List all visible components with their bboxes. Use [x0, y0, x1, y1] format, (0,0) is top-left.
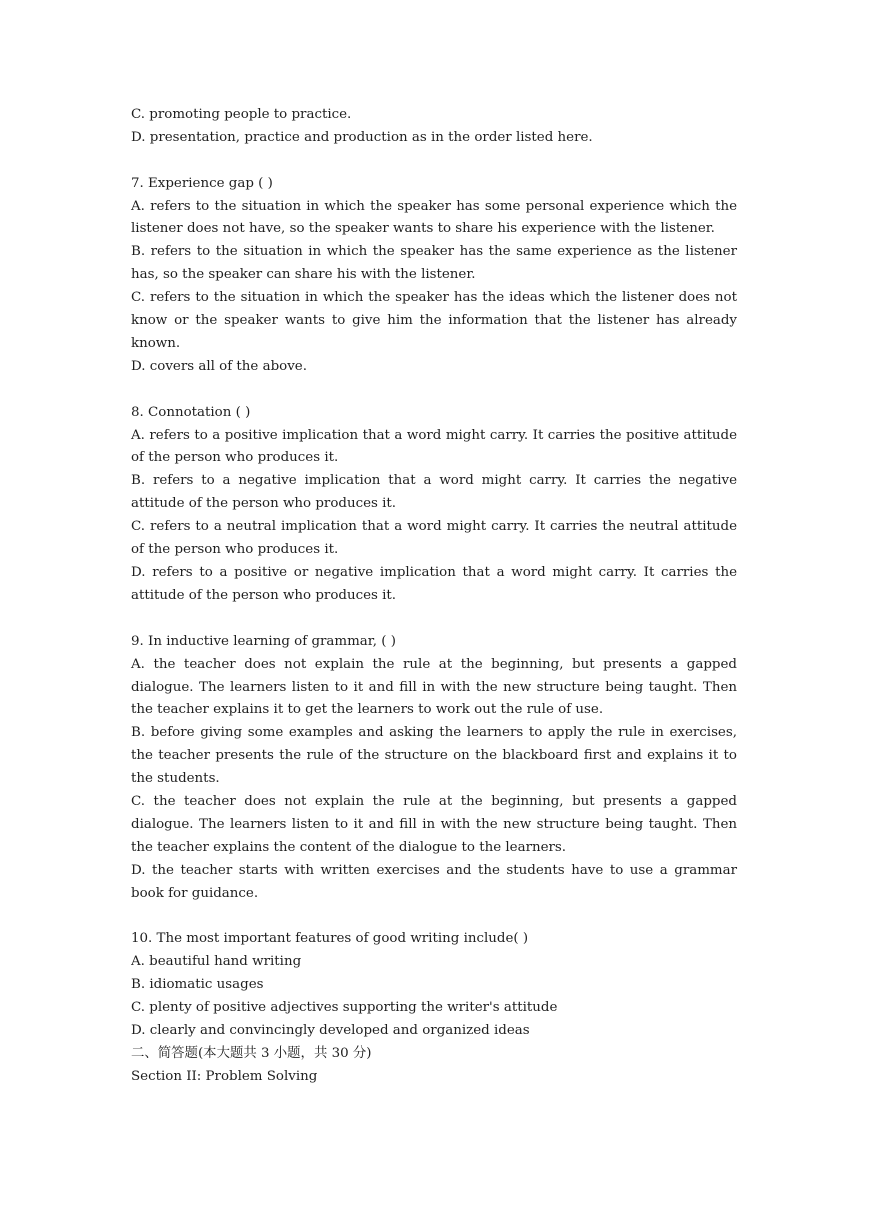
q10-stem: 10. The most important features of good writing include( ) [131, 931, 529, 947]
q10-option-b: B. idiomatic usages [131, 977, 264, 993]
q7-option-b: B. refers to the situation in which the speaker has the same experience as the listener has, so the speaker can share his with the listener. [131, 244, 737, 283]
q7-option-c: C. refers to the situation in which the speaker has the ideas which the listener does not know or the speaker wants to give him the information that the listener has already known. [131, 290, 737, 351]
q9-option-d: D. the teacher starts with written exercises and the students have to use a grammar book for guidance. [131, 862, 737, 901]
spacer [131, 150, 737, 173]
spacer [131, 608, 737, 631]
q10-option-c: C. plenty of positive adjectives supporting the writer's attitude [131, 1000, 558, 1016]
q10-option-a: A. beautiful hand writing [131, 954, 302, 970]
q7-stem: 7. Experience gap ( ) [131, 175, 273, 191]
q6-option-d: D. presentation, practice and production as in the order listed here. [131, 129, 593, 145]
q8-option-d: D. refers to a positive or negative implication that a word might carry. It carries the attitude of the person who produces it. [131, 565, 737, 603]
q8-option-a: A. refers to a positive implication that a word might carry. It carries the positive attitude of the person who produces it. [131, 427, 737, 466]
q7-option-a: A. refers to the situation in which the speaker has some personal experience which the listener does not have, so the speaker wants to share his experience with the listener. [131, 198, 737, 237]
q8-stem: 8. Connotation ( ) [131, 404, 251, 420]
spacer [131, 906, 737, 929]
q9-option-c: C. the teacher does not explain the rule at the beginning, but presents a gapped dialogue. The learners listen to it and fill in with the new structure being taught. Then the teacher explains the content of the dialogue to the learners. [131, 794, 737, 855]
section-title: Section II: Problem Solving [131, 1068, 318, 1084]
q10-option-d: D. clearly and convincingly developed and organized ideas [131, 1023, 530, 1039]
spacer [131, 379, 737, 402]
q9-option-a: A. the teacher does not explain the rule at the beginning, but presents a gapped dialogue. The learners listen to it and fill in with the new structure being taught. Then the teacher explains it to get the learners to work out the rule of use. [131, 656, 737, 718]
q8-option-c: C. refers to a neutral implication that a word might carry. It carries the neutral attitude of the person who produces it. [131, 519, 737, 558]
q9-option-b: B. before giving some examples and asking the learners to apply the rule in exercises, the teacher presents the rule of the structure on the blackboard first and explains it to the students. [131, 725, 737, 787]
q9-stem: 9. In inductive learning of grammar, ( ) [131, 633, 396, 649]
q7-option-d: D. covers all of the above. [131, 358, 307, 374]
exam-page [131, 104, 737, 1089]
part2-heading: 二、简答题(本大题共 3 小题，共 30 分) [131, 1045, 372, 1061]
q6-option-c: C. promoting people to practice. [131, 107, 352, 122]
q8-option-b: B. refers to a negative implication that a word might carry. It carries the negative attitude of the person who produces it. [131, 473, 737, 512]
